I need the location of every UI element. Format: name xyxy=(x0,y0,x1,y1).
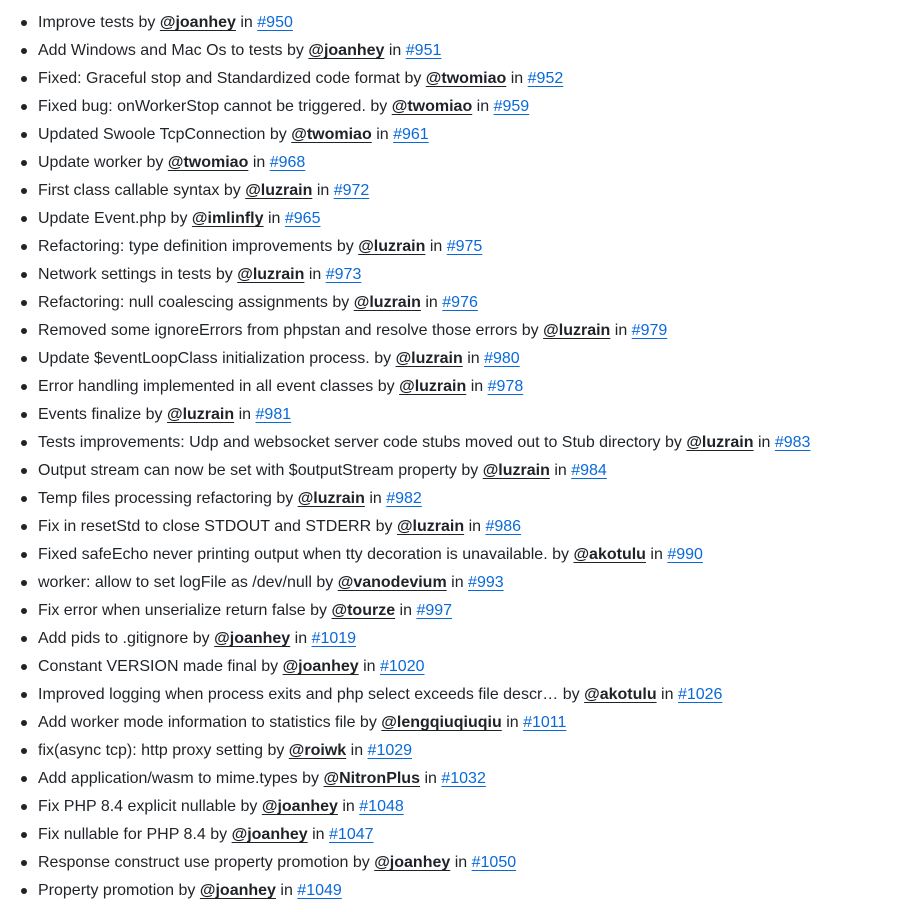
pull-request-link[interactable]: #983 xyxy=(774,434,811,451)
in-label: in xyxy=(312,826,325,843)
in-label: in xyxy=(280,882,293,899)
author-link[interactable]: @joanhey xyxy=(282,658,359,675)
pull-request-link[interactable]: #972 xyxy=(333,182,370,199)
author-link[interactable]: @luzrain xyxy=(166,406,235,423)
in-label: in xyxy=(240,14,253,31)
author-link[interactable]: @twomiao xyxy=(167,154,249,171)
list-item xyxy=(0,317,922,345)
in-label: in xyxy=(425,294,438,311)
entry-text: worker: allow to set logFile as /dev/null xyxy=(38,574,312,591)
author-link[interactable]: @akotulu xyxy=(573,546,646,563)
by-label: by xyxy=(269,126,287,143)
author-link[interactable]: @joanhey xyxy=(159,14,236,31)
by-label: by xyxy=(521,322,539,339)
in-label: in xyxy=(252,154,266,171)
author-link[interactable]: @luzrain xyxy=(396,518,465,535)
entry-text: Refactoring: type definition improvements xyxy=(38,238,333,255)
author-link[interactable]: @luzrain xyxy=(395,350,463,367)
list-item xyxy=(0,149,922,177)
list-item xyxy=(0,541,922,569)
entry-text: Refactoring: null coalescing assignments xyxy=(38,294,328,311)
entry-text: Improve tests xyxy=(38,14,135,31)
in-label: in xyxy=(308,266,322,283)
by-label: by xyxy=(310,602,328,619)
bullet-icon xyxy=(21,160,27,166)
entry-text: Update $eventLoopClass initialization process. xyxy=(38,350,370,367)
entry-text: Add Windows and Mac Os to tests xyxy=(38,42,283,59)
author-link[interactable]: @luzrain xyxy=(353,294,421,311)
entry-text: Tests improvements: Udp and websocket server code stubs moved out to Stub directory xyxy=(38,434,661,451)
author-link[interactable]: @joanhey xyxy=(374,854,451,871)
bullet-icon xyxy=(21,776,27,782)
bullet-icon xyxy=(21,552,27,558)
by-label: by xyxy=(332,294,350,311)
in-label: in xyxy=(470,378,484,395)
by-label: by xyxy=(562,686,580,703)
bullet-icon xyxy=(21,692,27,698)
pull-request-link[interactable]: #986 xyxy=(485,518,522,535)
by-label: by xyxy=(223,182,241,199)
by-label: by xyxy=(316,574,334,591)
bullet-icon xyxy=(21,132,27,138)
author-link[interactable]: @luzrain xyxy=(482,462,550,479)
in-label: in xyxy=(294,630,308,647)
entry-text: Add pids to .gitignore xyxy=(38,630,189,647)
bullet-icon xyxy=(21,832,27,838)
pull-request-link[interactable]: #1011 xyxy=(523,714,567,731)
entry-text: Events finalize xyxy=(38,406,142,423)
bullet-icon xyxy=(21,860,27,866)
by-label: by xyxy=(352,854,370,871)
pull-request-link[interactable]: #978 xyxy=(487,378,524,395)
author-link[interactable]: @twomiao xyxy=(425,70,507,87)
list-item xyxy=(0,765,922,793)
list-item xyxy=(0,373,922,401)
author-link[interactable]: @tourze xyxy=(331,602,396,619)
bullet-icon xyxy=(21,888,27,894)
pull-request-link[interactable]: #961 xyxy=(393,126,429,143)
by-label: by xyxy=(240,798,258,815)
entry-text: Fixed safeEcho never printing output when tty decoration is unavailable. xyxy=(38,546,548,563)
author-link[interactable]: @imlinfly xyxy=(191,210,264,227)
pull-request-link[interactable]: #951 xyxy=(405,42,442,59)
by-label: by xyxy=(287,42,304,59)
pull-request-link[interactable]: #1020 xyxy=(380,658,425,675)
by-label: by xyxy=(267,742,285,759)
bullet-icon xyxy=(21,720,27,726)
in-label: in xyxy=(376,126,389,143)
by-label: by xyxy=(178,882,196,899)
author-link[interactable]: @luzrain xyxy=(237,266,305,283)
pull-request-link[interactable]: #959 xyxy=(493,98,530,115)
bullet-icon xyxy=(21,48,27,54)
list-item xyxy=(0,653,922,681)
list-item xyxy=(0,205,922,233)
author-link[interactable]: @lengqiuqiuqiu xyxy=(381,714,502,731)
by-label: by xyxy=(404,70,422,87)
entry-text: Output stream can now be set with $outputStream property xyxy=(38,462,457,479)
entry-text: Update worker xyxy=(38,154,143,171)
in-label: in xyxy=(424,770,437,787)
in-label: in xyxy=(342,798,355,815)
author-link[interactable]: @NitronPlus xyxy=(323,770,420,787)
pull-request-link[interactable]: #1047 xyxy=(329,826,374,843)
list-item xyxy=(0,65,922,93)
in-label: in xyxy=(316,182,330,199)
by-label: by xyxy=(145,406,163,423)
in-label: in xyxy=(363,658,376,675)
entry-text: Fixed: Graceful stop and Standardized code format xyxy=(38,70,400,87)
by-label: by xyxy=(170,210,188,227)
bullet-icon xyxy=(21,216,27,222)
in-label: in xyxy=(468,518,482,535)
pull-request-link[interactable]: #1049 xyxy=(297,882,342,899)
entry-text: Fixed bug: onWorkerStop cannot be triggered. xyxy=(38,98,366,115)
bullet-icon xyxy=(21,804,27,810)
pull-request-link[interactable]: #993 xyxy=(468,574,504,591)
list-item xyxy=(0,401,922,429)
entry-text: Fix PHP 8.4 explicit nullable xyxy=(38,798,237,815)
list-item xyxy=(0,849,922,877)
list-item xyxy=(0,597,922,625)
pull-request-link[interactable]: #976 xyxy=(442,294,478,311)
author-link[interactable]: @joanhey xyxy=(261,798,338,815)
author-link[interactable]: @joanhey xyxy=(214,630,291,647)
bullet-icon xyxy=(21,20,27,26)
by-label: by xyxy=(302,770,320,787)
by-label: by xyxy=(552,546,569,563)
list-item xyxy=(0,345,922,373)
in-label: in xyxy=(399,602,412,619)
author-link[interactable]: @roiwk xyxy=(288,742,347,759)
list-item xyxy=(0,821,922,849)
bullet-icon xyxy=(21,748,27,754)
by-label: by xyxy=(664,434,682,451)
in-label: in xyxy=(429,238,443,255)
pull-request-link[interactable]: #990 xyxy=(667,546,703,563)
bullet-icon xyxy=(21,468,27,474)
bullet-icon xyxy=(21,384,27,390)
pull-request-link[interactable]: #981 xyxy=(255,406,292,423)
pull-request-link[interactable]: #1026 xyxy=(677,686,723,703)
list-item xyxy=(0,457,922,485)
pull-request-link[interactable]: #997 xyxy=(416,602,453,619)
pull-request-link[interactable]: #979 xyxy=(631,322,668,339)
by-label: by xyxy=(192,630,210,647)
author-link[interactable]: @joanhey xyxy=(199,882,276,899)
pull-request-link[interactable]: #950 xyxy=(257,14,293,31)
pull-request-link[interactable]: #968 xyxy=(269,154,306,171)
list-item xyxy=(0,93,922,121)
in-label: in xyxy=(757,434,771,451)
pull-request-link[interactable]: #1048 xyxy=(359,798,404,815)
in-label: in xyxy=(476,98,490,115)
entry-text: Updated Swoole TcpConnection xyxy=(38,126,266,143)
list-item xyxy=(0,37,922,65)
entry-text: fix(async tcp): http proxy setting xyxy=(38,742,263,759)
in-label: in xyxy=(369,490,382,507)
author-link[interactable]: @luzrain xyxy=(543,322,611,339)
by-label: by xyxy=(375,518,393,535)
bullet-icon xyxy=(21,356,27,362)
list-item xyxy=(0,9,922,37)
entry-text: Network settings in tests xyxy=(38,266,212,283)
bullet-icon xyxy=(21,608,27,614)
by-label: by xyxy=(138,14,156,31)
bullet-icon xyxy=(21,300,27,306)
by-label: by xyxy=(377,378,395,395)
pull-request-link[interactable]: #1029 xyxy=(367,742,413,759)
entry-text: Removed some ignoreErrors from phpstan and resolve those errors xyxy=(38,322,518,339)
entry-text: Response construct use property promotion xyxy=(38,854,349,871)
bullet-icon xyxy=(21,188,27,194)
entry-text: Add worker mode information to statistics file xyxy=(38,714,356,731)
list-item xyxy=(0,261,922,289)
in-label: in xyxy=(267,210,281,227)
author-link[interactable]: @luzrain xyxy=(297,490,365,507)
bullet-icon xyxy=(21,328,27,334)
bullet-icon xyxy=(21,76,27,82)
pull-request-link[interactable]: #984 xyxy=(571,462,607,479)
author-link[interactable]: @joanhey xyxy=(308,42,385,59)
by-label: by xyxy=(336,238,354,255)
pull-request-link[interactable]: #1032 xyxy=(441,770,486,787)
list-item xyxy=(0,709,922,737)
list-item xyxy=(0,429,922,457)
pull-request-link[interactable]: #975 xyxy=(446,238,483,255)
in-label: in xyxy=(506,714,519,731)
author-link[interactable]: @twomiao xyxy=(291,126,372,143)
author-link[interactable]: @akotulu xyxy=(584,686,657,703)
in-label: in xyxy=(614,322,628,339)
pull-request-link[interactable]: #952 xyxy=(527,70,564,87)
bullet-icon xyxy=(21,524,27,530)
entry-text: Fix nullable for PHP 8.4 xyxy=(38,826,206,843)
pull-request-link[interactable]: #980 xyxy=(484,350,520,367)
in-label: in xyxy=(388,42,402,59)
by-label: by xyxy=(146,154,164,171)
bullet-icon xyxy=(21,104,27,110)
entry-text: Update Event.php xyxy=(38,210,167,227)
entry-text: Fix in resetStd to close STDOUT and STDERR xyxy=(38,518,372,535)
author-link[interactable]: @luzrain xyxy=(686,434,754,451)
bullet-icon xyxy=(21,272,27,278)
by-label: by xyxy=(276,490,294,507)
bullet-icon xyxy=(21,636,27,642)
pull-request-link[interactable]: #982 xyxy=(386,490,422,507)
list-item xyxy=(0,625,922,653)
entry-text: Fix error when unserialize return false xyxy=(38,602,306,619)
in-label: in xyxy=(510,70,524,87)
in-label: in xyxy=(350,742,364,759)
bullet-icon xyxy=(21,244,27,250)
list-item xyxy=(0,177,922,205)
author-link[interactable]: @joanhey xyxy=(231,826,308,843)
bullet-icon xyxy=(21,664,27,670)
bullet-icon xyxy=(21,440,27,446)
list-item xyxy=(0,233,922,261)
bullet-icon xyxy=(21,412,27,418)
list-item xyxy=(0,485,922,513)
in-label: in xyxy=(467,350,480,367)
author-link[interactable]: @luzrain xyxy=(399,378,467,395)
pull-request-link[interactable]: #1019 xyxy=(311,630,357,647)
by-label: by xyxy=(374,350,392,367)
list-item xyxy=(0,737,922,765)
entry-text: Add application/wasm to mime.types xyxy=(38,770,298,787)
in-label: in xyxy=(238,406,252,423)
list-item xyxy=(0,681,922,709)
in-label: in xyxy=(454,854,468,871)
list-item xyxy=(0,569,922,597)
entry-text: First class callable syntax xyxy=(38,182,220,199)
by-label: by xyxy=(461,462,479,479)
list-item xyxy=(0,513,922,541)
pull-request-link[interactable]: #1050 xyxy=(471,854,517,871)
list-item xyxy=(0,877,922,905)
list-item xyxy=(0,793,922,821)
author-link[interactable]: @luzrain xyxy=(358,238,426,255)
list-item xyxy=(0,289,922,317)
by-label: by xyxy=(370,98,388,115)
in-label: in xyxy=(661,686,674,703)
author-link[interactable]: @luzrain xyxy=(245,182,313,199)
by-label: by xyxy=(359,714,377,731)
entry-text: Property promotion xyxy=(38,882,175,899)
in-label: in xyxy=(554,462,567,479)
author-link[interactable]: @twomiao xyxy=(391,98,473,115)
by-label: by xyxy=(261,658,279,675)
entry-text: Temp files processing refactoring xyxy=(38,490,272,507)
list-item xyxy=(0,121,922,149)
entry-text: Improved logging when process exits and php select exceeds file descr… xyxy=(38,686,559,703)
by-label: by xyxy=(210,826,228,843)
author-link[interactable]: @vanodevium xyxy=(337,574,447,591)
bullet-icon xyxy=(21,580,27,586)
entry-text: Error handling implemented in all event classes xyxy=(38,378,374,395)
entry-text: Constant VERSION made final xyxy=(38,658,257,675)
pull-request-link[interactable]: #973 xyxy=(325,266,362,283)
bullet-icon xyxy=(21,496,27,502)
in-label: in xyxy=(451,574,464,591)
pull-request-link[interactable]: #965 xyxy=(284,210,321,227)
by-label: by xyxy=(215,266,233,283)
in-label: in xyxy=(650,546,663,563)
